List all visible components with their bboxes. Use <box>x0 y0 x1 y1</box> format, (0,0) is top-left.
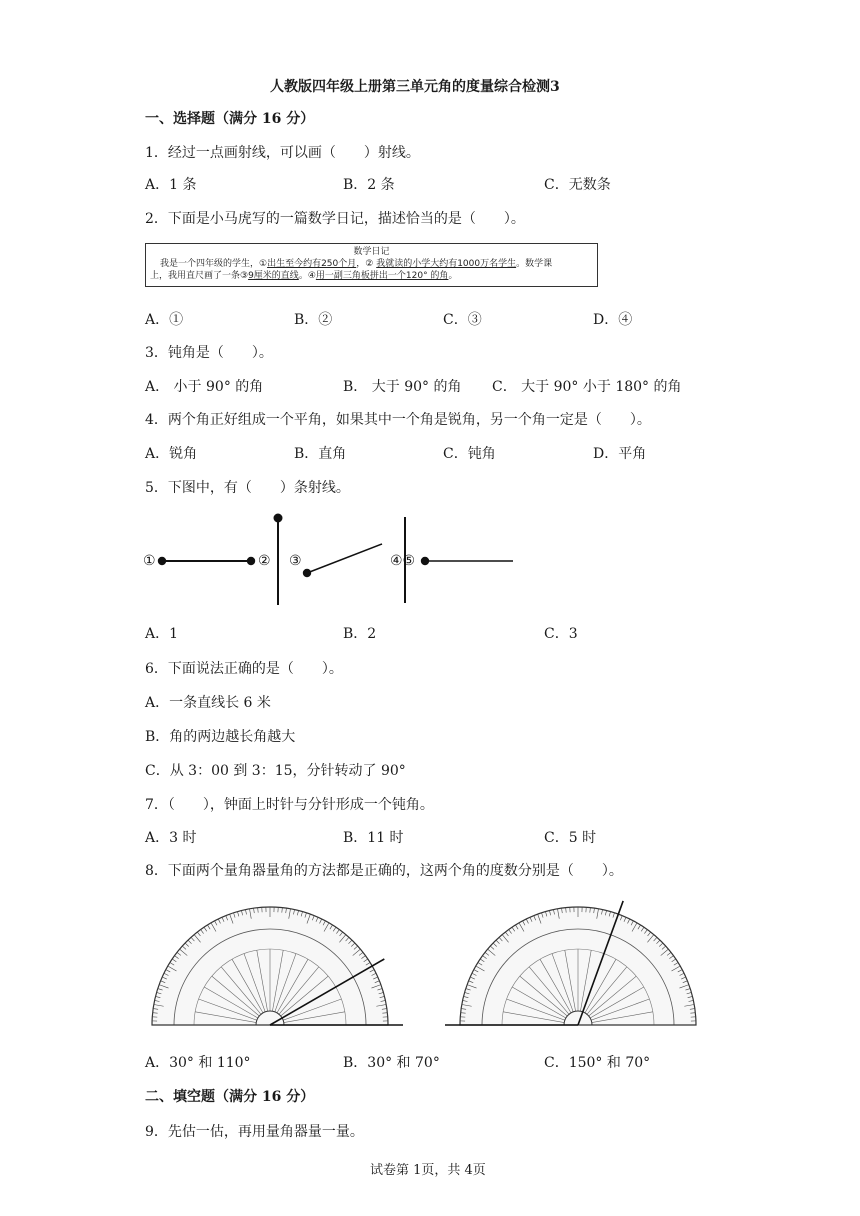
figure-label-1: ① <box>143 553 156 569</box>
question-5-option-c[interactable]: C．3 <box>544 626 578 642</box>
question-2-option-d[interactable]: D．④ <box>593 312 633 328</box>
figure-3-endpoint <box>304 570 310 576</box>
question-6-option-a[interactable]: A．一条直线长 6 米 <box>145 695 271 711</box>
question-2-option-c[interactable]: C．③ <box>443 312 482 328</box>
page-title: 人教版四年级上册第三单元角的度量综合检测3 <box>270 79 560 95</box>
question-4-option-a[interactable]: A．锐角 <box>145 446 198 462</box>
question-4-stem: 4．两个角正好组成一个平角，如果其中一个角是锐角，另一个角一定是（ ）。 <box>145 412 651 428</box>
question-7-option-b[interactable]: B．11 时 <box>343 830 404 846</box>
question-2-stem: 2．下面是小马虎写的一篇数学日记，描述恰当的是（ ）。 <box>145 211 525 227</box>
question-6-option-b[interactable]: B．角的两边越长角越大 <box>145 729 296 745</box>
section-heading-choice: 一、选择题（满分 16 分） <box>145 111 315 127</box>
page-footer: 试卷第 1页，共 4页 <box>370 1163 486 1178</box>
question-3-option-c[interactable]: C． 大于 90° 小于 180° 的角 <box>492 379 682 395</box>
question-6-stem: 6．下面说法正确的是（ ）。 <box>145 661 343 677</box>
figure-2-endpoint <box>275 515 282 522</box>
figure-1-left-endpoint <box>159 558 165 564</box>
question-1-option-b[interactable]: B．2 条 <box>343 177 395 193</box>
question-7-option-c[interactable]: C．5 时 <box>544 830 597 846</box>
figure-1-right-endpoint <box>248 558 254 564</box>
question-1-option-a[interactable]: A．1 条 <box>145 177 197 193</box>
question-5-stem: 5．下图中，有（ ）条射线。 <box>145 480 350 496</box>
question-5-option-a[interactable]: A．1 <box>145 626 179 642</box>
question-4-option-b[interactable]: B．直角 <box>294 446 347 462</box>
question-5-option-b[interactable]: B．2 <box>343 626 377 642</box>
question-7-stem: 7．（ ），钟面上时针与分针形成一个钝角。 <box>145 797 434 813</box>
protractor-left <box>145 897 395 1033</box>
figure-label-3: ③ <box>289 553 302 569</box>
section-heading-fill: 二、填空题（满分 16 分） <box>145 1089 315 1105</box>
diary-line-2: 上，我用直尺画了一条③9厘米的直线。④用一副三角板拼出一个120° 的角。 <box>150 271 458 281</box>
question-4-option-c[interactable]: C．钝角 <box>443 446 496 462</box>
figure-3-ray <box>307 544 382 573</box>
diary-line-1: 我是一个四年级的学生，①出生至今约有250个月，② 我就读的小学大约有1000万名学生。数学课 <box>160 259 553 269</box>
question-4-option-d[interactable]: D．平角 <box>593 446 647 462</box>
question-1-option-c[interactable]: C．无数条 <box>544 177 611 193</box>
question-8-option-c[interactable]: C．150° 和 70° <box>544 1055 651 1071</box>
figure-label-2: ② <box>258 553 271 569</box>
figure-label-4-5: ④⑤ <box>390 553 416 569</box>
diary-title: 数学日记 <box>353 247 390 257</box>
question-2-option-b[interactable]: B．② <box>294 312 333 328</box>
question-2-option-a[interactable]: A．① <box>145 312 184 328</box>
question-8-stem: 8．下面两个量角器量角的方法都是正确的，这两个角的度数分别是（ ）。 <box>145 863 623 879</box>
figure-5-endpoint <box>422 558 428 564</box>
protractor-right <box>453 897 703 1033</box>
question-8-option-b[interactable]: B．30° 和 70° <box>343 1055 440 1071</box>
question-1-stem: 1．经过一点画射线，可以画（ ）射线。 <box>145 145 420 161</box>
question-9-stem: 9．先估一估，再用量角器量一量。 <box>145 1124 364 1140</box>
question-3-option-a[interactable]: A． 小于 90° 的角 <box>145 379 264 395</box>
question-8-option-a[interactable]: A．30° 和 110° <box>145 1055 251 1071</box>
question-3-stem: 3．钝角是（ ）。 <box>145 345 273 361</box>
question-7-option-a[interactable]: A．3 时 <box>145 830 197 846</box>
question-3-option-b[interactable]: B． 大于 90° 的角 <box>343 379 462 395</box>
question-6-option-c[interactable]: C．从 3：00 到 3：15，分针转动了 90° <box>145 763 406 779</box>
